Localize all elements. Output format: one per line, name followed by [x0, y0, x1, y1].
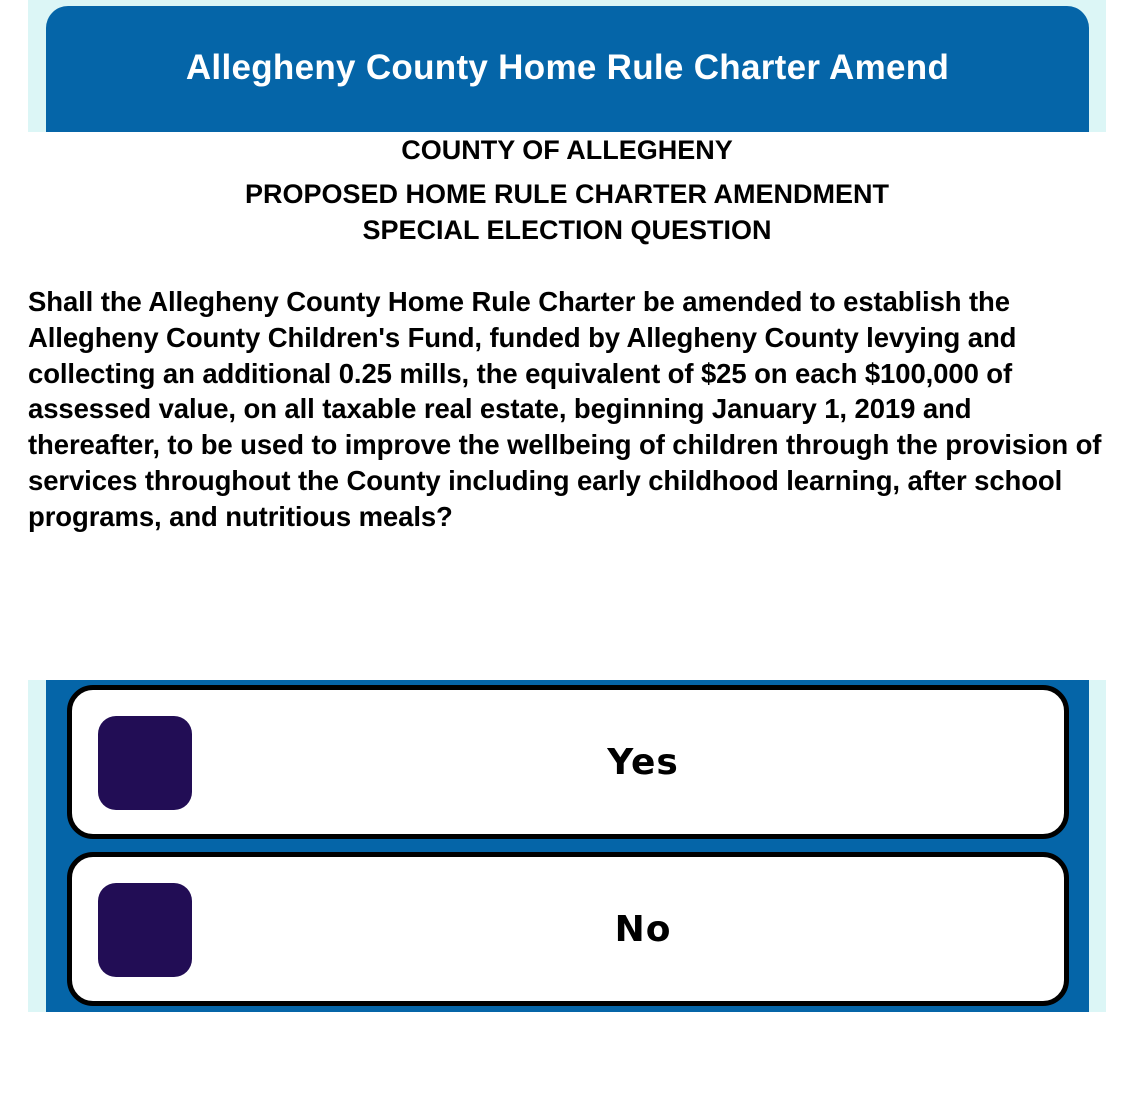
heading-special-election: SPECIAL ELECTION QUESTION: [362, 215, 772, 245]
checkbox-no[interactable]: [98, 883, 192, 977]
option-no-button[interactable]: [67, 852, 1069, 1006]
ballot-subheading: [28, 176, 1106, 248]
option-yes-button[interactable]: [67, 685, 1069, 839]
ballot-question-text: Shall the Allegheny County Home Rule Charter be amended to establish the Allegheny County Children's Fund, funded by Allegheny County levying and collecting an additional 0.25 mills, the equivalent of $25 on each $100,000 of assessed value, on all taxable real estate, beginning January 1, 2019 and thereafter, to be used to improve the wellbeing of children through the provision of services throughout the County including early childhood learning, after school programs, and nutritious meals?: [28, 286, 1102, 532]
option-yes-label: Yes: [607, 741, 679, 783]
heading-amendment: PROPOSED HOME RULE CHARTER AMENDMENT: [244, 179, 890, 209]
heading-county: COUNTY OF ALLEGHENY: [401, 135, 733, 165]
contest-title: Allegheny County Home Rule Charter Amend: [185, 48, 950, 87]
option-no-label: No: [614, 908, 672, 950]
ballot-heading: [28, 132, 1106, 168]
checkbox-yes[interactable]: [98, 716, 192, 810]
contest-header: [46, 6, 1089, 132]
